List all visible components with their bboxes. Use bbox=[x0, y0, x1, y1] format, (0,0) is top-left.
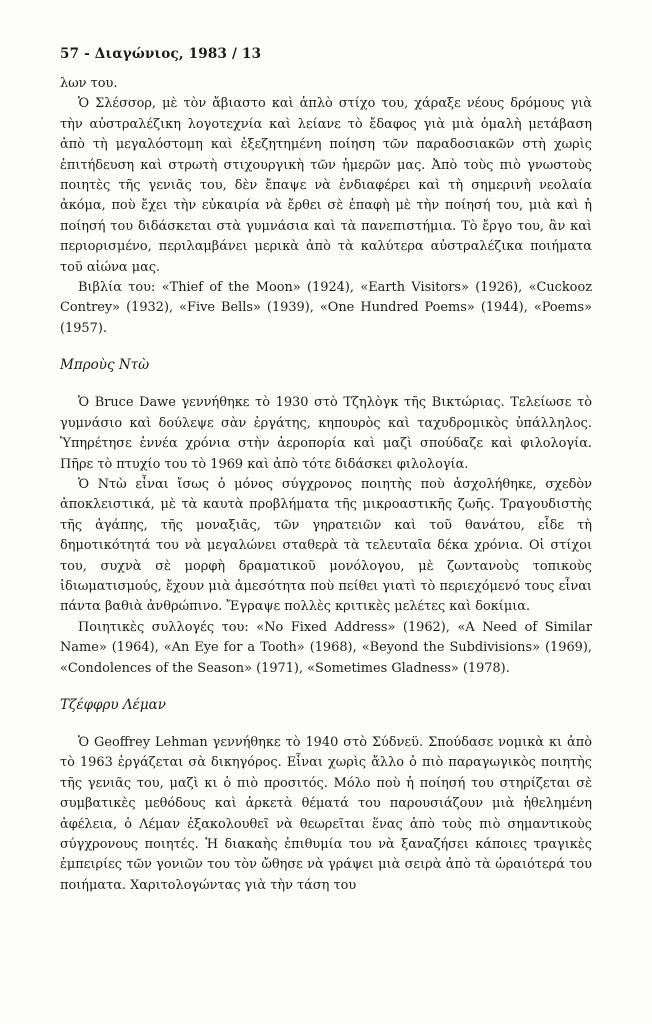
running-head: 57 - Διαγώνιος, 1983 / 13 bbox=[60, 46, 262, 62]
paragraph: Ὁ Ντὼ εἶναι ἴσως ὁ μόνος σύγχρονος ποιητὴς ποὺ ἀσχολήθηκε, σχεδὸν ἀποκλειστικά, μὲ τὰ καυτὰ προβλήματα τῆς μικροαστικῆς ζωῆς. Τραγουδιστὴς τῆς ἀγάπης, τῆς μοναξιᾶς, τῶν γηρατειῶν καὶ τοῦ θανάτου, εἶδε τὴ δημοτικότητά του νὰ μεγαλώνει σταθερὰ τὰ τελευταῖα δέκα χρόνια. Οἱ στίχοι του, συχνὰ σὲ μορφὴ δραματικοῦ μονόλογου, μὲ ζωντανοὺς τοπικοὺς ἰδιωματισμούς, ἔχουν μιὰ ἀμεσότητα ποὺ πείθει γιατὶ τὸ περιεχόμενό τους εἶναι πάντα βαθιὰ ἀνθρώπινο. Ἔγραψε πολλὲς κριτικὲς μελέτες καὶ δοκίμια. bbox=[60, 476, 592, 615]
section-slessor-continuation bbox=[60, 74, 592, 339]
section-bruce-dawe bbox=[60, 355, 592, 679]
paragraph: λων του. bbox=[60, 76, 118, 91]
section-geoffrey-lehman bbox=[60, 695, 592, 896]
paragraph: Ποιητικὲς συλλογές του: «No Fixed Address» (1962), «A Need of Similar Name» (1964), «An Eye for a Tooth» (1968), «Beyond the Subdivisions» (1969), «Condolences of the Season» (1971), «Sometimes Gladness» (1978). bbox=[60, 619, 592, 676]
paragraph: Βιβλία του: «Thief of the Moon» (1924), «Earth Visitors» (1926), «Cuckooz Contrey» (1932), «Five Bells» (1939), «One Hundred Poems» (1944), «Poems» (1957). bbox=[60, 280, 592, 336]
paragraph: Ὁ Geoffrey Lehman γεννήθηκε τὸ 1940 στὸ Σύδνεϋ. Σπούδασε νομικὰ κι ἀπὸ τὸ 1963 ἐργάζεται σὰ δικηγόρος. Εἶναι χωρὶς ἄλλο ὁ πιὸ παραγωγικὸς ποιητὴς τῆς γενιᾶς του, μαζὶ κι ὁ πιὸ προσιτός. Μόλο ποὺ ἡ ποίησή του στηρίζεται σὲ συμβατικὲς μεθόδους καὶ ἀρκετὰ θέματά του παρουσιάζουν μιὰ ἠθελημένη ἀφέλεια, ὁ Λέμαν ἐξακολουθεῖ νὰ θεωρεῖται ἕνας ἀπὸ τοὺς πιὸ σημαντικοὺς σύγχρονους ποιητές. Ἡ διακαὴς ἐπιθυμία του νὰ ξαναζήσει κάποιες τραγικὲς ἐμπειρίες τῶν γονιῶν του τὸν ὤθησε νὰ γράψει μιὰ σειρὰ ἀπὸ τὰ ὡραιότερά του ποιήματα. Χαριτολογώντας γιὰ τὴν τάση του bbox=[60, 734, 592, 893]
section-title: Τζέφφρυ Λέμαν bbox=[60, 696, 166, 713]
section-title: Μπροὺς Ντὼ bbox=[60, 357, 150, 374]
paragraph: Ὁ Bruce Dawe γεννήθηκε τὸ 1930 στὸ Τζηλὸγκ τῆς Βικτώριας. Τελείωσε τὸ γυμνάσιο καὶ δούλεψε σὰν ἐργάτης, κηπουρὸς καὶ ταχυδρομικὸς ὑπάλληλος. Ὑπηρέτησε ἐννέα χρόνια στὴν ἀεροπορία καὶ μαζὶ σπούδαζε καὶ φιλολογία. Πῆρε τὸ πτυχίο του τὸ 1969 καὶ ἀπὸ τότε διδάσκει φιλολογία. bbox=[60, 395, 592, 472]
paragraph: Ὁ Σλέσσορ, μὲ τὸν ἄβιαστο καὶ ἁπλὸ στίχο του, χάραξε νέους δρόμους γιὰ τὴν αὐστραλέζικη λογοτεχνία καὶ λείανε τὸ ἔδαφος γιὰ μιὰ ὁμαλὴ μετάβαση ἀπὸ τὴ μεγαλόστομη καὶ ἐξεζητημένη ποίηση τῶν παραδοσιακῶν στὴ χωρὶς ἐπιτήδευση καὶ στρωτὴ στιχουργικὴ τῶν ἡμερῶν μας. Ἀπὸ τοὺς πιὸ γνωστοὺς ποιητὲς τῆς γενιᾶς του, δὲν ἔπαψε νὰ ἐνδιαφέρει καὶ τὴ σημερινὴ νεολαία ἀκόμα, ποὺ ἔχει τὴν εὐκαιρία νὰ ἔρθει σὲ ἐπαφὴ μὲ τὴν ποίησή του, μιὰ καὶ ἡ ποίησή του διδάσκεται στὰ γυμνάσια καὶ τὰ πανεπιστήμια. Τὸ ἔργο του, ἂν καὶ περιορισμένο, περιλαμβάνει μερικὰ ἀπὸ τὰ καλύτερα αὐστραλέζικα ποιήματα τοῦ αἰώνα μας. bbox=[60, 96, 592, 275]
